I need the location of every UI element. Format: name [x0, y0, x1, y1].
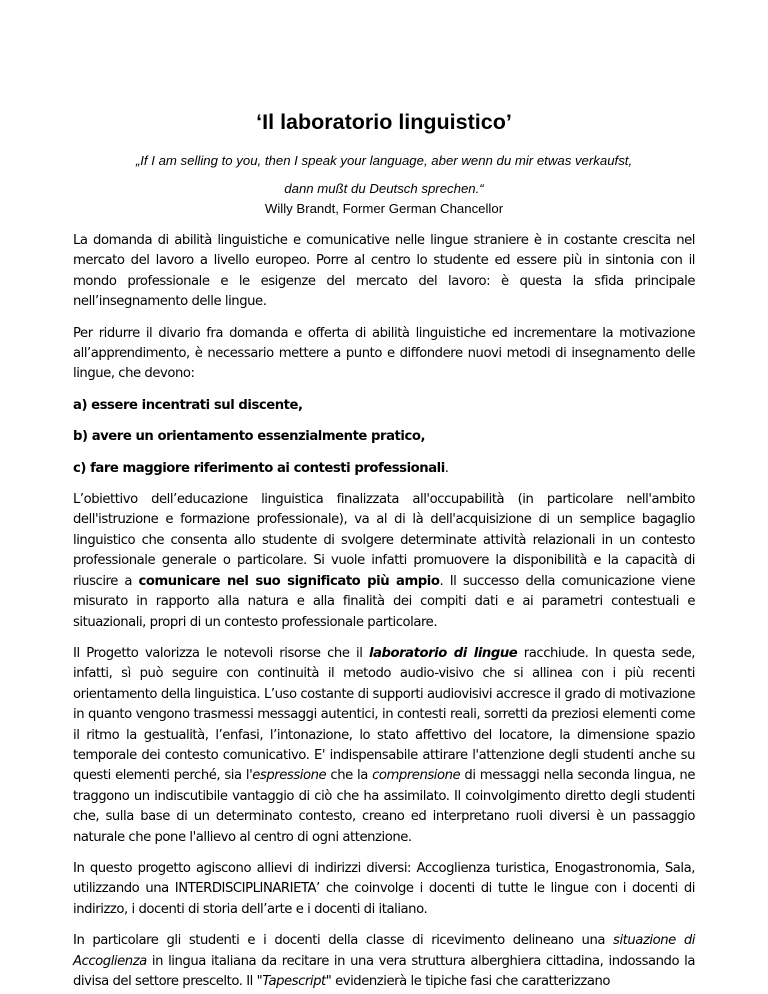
objective-emphasis: comunicare nel suo significato più ampio — [138, 573, 440, 589]
project-text-2: racchiude. In questa sede, infatti, sì può seguire con continuità il metodo audio-visivo che si allinea con i più recenti orientamento della linguistica. L’uso costante di supporti audiovisivi accresce il grado di motivazione in quanto vengono trasmessi messaggi autentici, in contesti reali, sorretti da preziosi elementi come il ritmo la gestualità, l’enfasi, l’intonazione, lo stato affettivo del locatore, la dimensione spazio temporale dei contesto comunicativo. E' indispensabile attirare l'attenzione degli studenti anche su questi elementi perché, sia l' — [73, 645, 695, 784]
goal-c-end: . — [444, 460, 449, 476]
paragraph-project — [73, 644, 695, 848]
details-text-1: In particolare gli studenti e i docenti della classe di ricevimento delineano una — [73, 933, 614, 949]
paragraph-participants: In questo progetto agiscono allievi di indirizzi diversi: Accoglienza turistica, Enogastronomia, Sala, utilizzando una INTERDISCIPLINARIETA’ che coinvolge i docenti di tutte le lingue con i docenti di indirizzo, i docenti di storia dell’arte e i docenti di italiano. — [73, 860, 695, 917]
details-italic-1: situazione di Accoglienza — [73, 933, 695, 969]
details-italic-2: Tapescript — [262, 974, 326, 989]
goal-b: b) avere un orientamento essenzialmente pratico, — [73, 429, 426, 445]
project-text-1: Il Progetto valorizza le notevoli risorse che il — [73, 645, 369, 661]
goal-a: a) essere incentrati sul discente, — [73, 397, 303, 413]
goal-c — [73, 459, 695, 479]
paragraph-methods: Per ridurre il divario fra domanda e offerta di abilità linguistiche ed incrementare la motivazione all’apprendimento, è necessario mettere a punto e diffondere nuovi metodi di insegnamento delle lingue, che devono: — [73, 325, 695, 382]
quote-line-1: „If I am selling to you, then I speak your language, aber wenn du mir etwas verkaufst, — [135, 153, 633, 168]
project-text-3: che la — [326, 768, 373, 784]
details-text-2: in lingua italiana da recitare in una vera struttura alberghiera cittadina, indossando la divisa del settore prescelto. Il " — [73, 953, 695, 989]
project-italic-1: espressione — [252, 768, 327, 784]
details-text-3: " evidenzierà le tipiche fasi che caratterizzano — [325, 974, 611, 989]
paragraph-objective — [73, 490, 695, 633]
paragraph-details — [73, 931, 695, 992]
quote-line-2: dann mußt du Deutsch sprechen.“ — [284, 181, 484, 196]
objective-text-2: . Il successo della comunicazione viene misurato in rapporto alla natura e alla finalità dei compiti dati e ai parametri contestuali e situazionali, propri di un contesto professionale particolare. — [73, 573, 695, 630]
project-italic-2: comprensione — [372, 768, 461, 784]
quote-attribution: Willy Brandt, Former German Chancellor — [264, 201, 504, 216]
paragraph-intro: La domanda di abilità linguistiche e comunicative nelle lingue straniere è in costante crescita nel mercato del lavoro a livello europeo. Porre al centro lo studente ed essere più in sintonia con il mondo professionale e le esigenze del mercato del lavoro: è questa la sfida principale nell’insegnamento delle lingue. — [73, 233, 695, 310]
project-text-4: di messaggi nella seconda lingua, ne traggono un indiscutibile vantaggio di ciò che ha assimilato. Il coinvolgimento diretto degli studenti che, sulla base di un determinato contesto, creano ed interpretano ruoli diversi è un passaggio naturale che pone l'allievo al centro di ogni attenzione. — [73, 768, 696, 845]
page-title: ‘Il laboratorio linguistico’ — [256, 110, 512, 134]
objective-text-1: L’obiettivo dell’educazione linguistica finalizzata all'occupabilità (in particolare nell'ambito dell'istruzione e formazione professionale), va al di là dell'acquisizione di un semplice bagaglio linguistico che consenta allo studente di svolgere determinate attività relazionali in un contesto professionale generale o particolare. Si vuole infatti promuovere la disponibilità e la capacità di riuscire a — [73, 492, 695, 589]
goal-c-text: c) fare maggiore riferimento ai contesti professionali — [73, 460, 445, 476]
project-emphasis: laboratorio di lingue — [369, 645, 518, 661]
